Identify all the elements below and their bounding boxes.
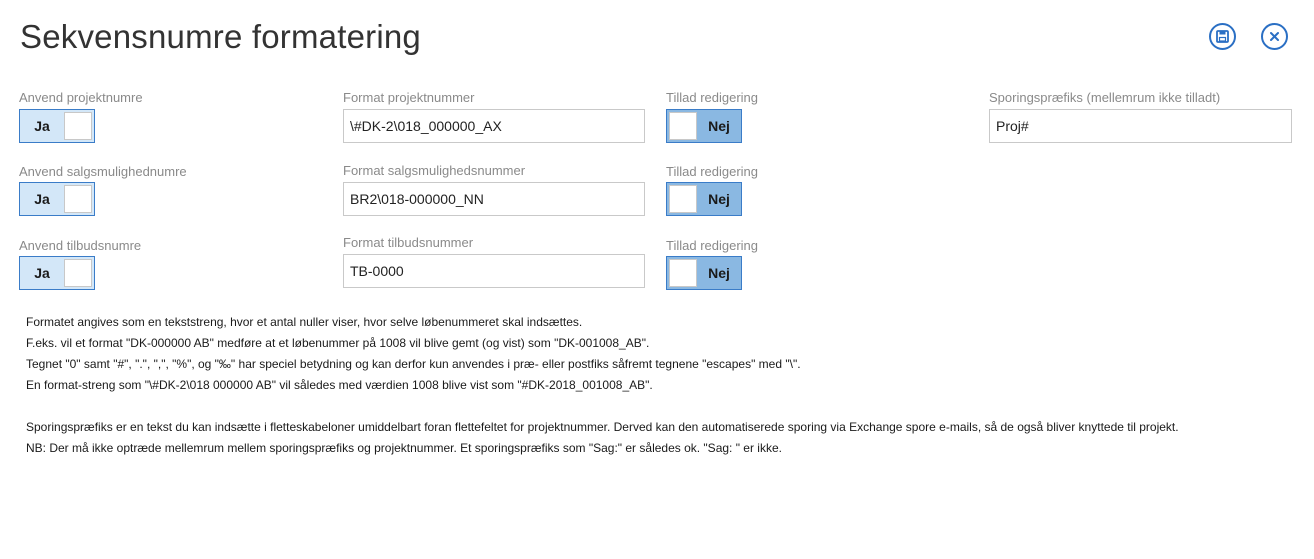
toggle-label: Ja <box>34 265 50 281</box>
help-text-line: NB: Der må ikke optræde mellemrum mellem sporingspræfiks og projektnummer. Et sporingspræfiks som "Sag:" er således ok. "Sag: " er ikke. <box>26 441 782 455</box>
help-text-line: Tegnet "0" samt "#", ".", ",", "%", og "‰" har speciel betydning og kan derfor kun anvendes i præ- eller postfiks såfremt tegnene "escapes" med "\". <box>26 357 801 371</box>
tracking-prefix-input[interactable] <box>989 109 1292 143</box>
format-opportunity-number-label: Format salgsmulighedsnummer <box>343 163 526 178</box>
format-project-number-label: Format projektnummer <box>343 90 475 105</box>
toggle-knob <box>64 112 92 140</box>
allow-edit-quote-label: Tillad redigering <box>666 238 759 253</box>
toggle-knob <box>64 259 92 287</box>
toggle-label: Nej <box>708 191 730 207</box>
help-text-line: Sporingspræfiks er en tekst du kan indsætte i fletteskabeloner umiddelbart foran flettefeltet for projektnummer. Derved kan den automatiserede sporing via Exchange spore e-mails, så de også bliver knyttede til projekt. <box>26 420 1179 434</box>
toggle-knob <box>669 259 697 287</box>
close-icon <box>1269 31 1280 42</box>
use-quote-numbers-label: Anvend tilbudsnumre <box>19 238 142 253</box>
save-button[interactable] <box>1209 23 1236 50</box>
use-opportunity-numbers-toggle[interactable] <box>19 182 95 216</box>
toggle-knob <box>669 185 697 213</box>
allow-edit-opportunity-toggle[interactable] <box>666 182 742 216</box>
help-text-line: Formatet angives som en tekststreng, hvor et antal nuller viser, hvor selve løbenummeret skal indsættes. <box>26 315 583 329</box>
allow-edit-project-label: Tillad redigering <box>666 90 759 105</box>
use-opportunity-numbers-label: Anvend salgsmulighednumre <box>19 164 187 179</box>
close-button[interactable] <box>1261 23 1288 50</box>
use-quote-numbers-toggle[interactable] <box>19 256 95 290</box>
format-project-number-input[interactable] <box>343 109 645 143</box>
allow-edit-project-toggle[interactable] <box>666 109 742 143</box>
use-project-numbers-label: Anvend projektnumre <box>19 90 143 105</box>
format-quote-number-label: Format tilbudsnummer <box>343 235 474 250</box>
help-text-line: En format-streng som "\#DK-2\018 000000 AB" vil således med værdien 1008 blive vist som "#DK-2018_001008_AB". <box>26 378 653 392</box>
tracking-prefix-label: Sporingspræfiks (mellemrum ikke tilladt) <box>989 90 1221 105</box>
toggle-label: Nej <box>708 118 730 134</box>
allow-edit-quote-toggle[interactable] <box>666 256 742 290</box>
format-quote-number-input[interactable] <box>343 254 645 288</box>
allow-edit-opportunity-label: Tillad redigering <box>666 164 759 179</box>
format-opportunity-number-input[interactable] <box>343 182 645 216</box>
use-project-numbers-toggle[interactable] <box>19 109 95 143</box>
toggle-label: Ja <box>34 118 50 134</box>
save-icon <box>1216 30 1229 43</box>
toggle-knob <box>669 112 697 140</box>
page-title: Sekvensnumre formatering <box>20 18 421 55</box>
help-text-line: F.eks. vil et format "DK-000000 AB" medføre at et løbenummer på 1008 vil blive gemt (og vist) som "DK-001008_AB". <box>26 336 650 350</box>
toggle-label: Ja <box>34 191 50 207</box>
toggle-knob <box>64 185 92 213</box>
toggle-label: Nej <box>708 265 730 281</box>
